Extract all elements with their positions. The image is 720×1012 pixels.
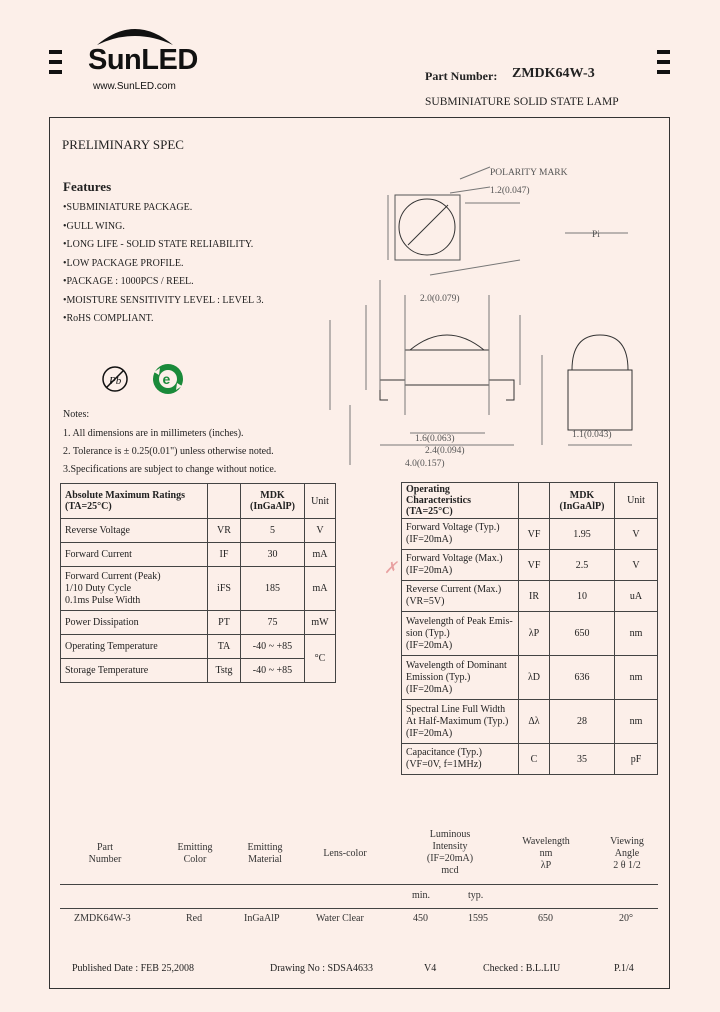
row-part: ZMDK64W-3 [74, 913, 131, 924]
param-cell: Wavelength of Peak Emis- sion (Typ.) (IF=20mA) [402, 612, 519, 656]
unit-cell: nm [615, 612, 658, 656]
pb-free-icon [100, 364, 130, 394]
value-cell: 636 [550, 656, 615, 700]
unit-cell: V [305, 519, 336, 543]
version: V4 [424, 963, 437, 974]
selection-rule [60, 884, 658, 885]
drawing-label: 1.1(0.043) [572, 430, 612, 440]
unit-cell: V [615, 550, 658, 581]
sub-header-typ: typ. [468, 890, 484, 901]
feature-item: •LOW PACKAGE PROFILE. [63, 258, 184, 269]
feature-item: •PACKAGE : 1000PCS / REEL. [63, 276, 194, 287]
svg-text:e: e [162, 371, 171, 387]
op-char-col-mdk: MDK [569, 489, 595, 501]
param-cell: Operating Temperature [61, 635, 208, 659]
param-cell: Storage Temperature [61, 659, 208, 683]
symbol-cell: TA [208, 635, 241, 659]
symbol-cell: VF [519, 519, 550, 550]
symbol-cell: VR [208, 519, 241, 543]
value-cell: 650 [550, 612, 615, 656]
col-luminous-intensity: Luminous Intensity (IF=20mA) mcd [426, 829, 474, 876]
published-date: Published Date : FEB 25,2008 [72, 963, 194, 974]
unit-cell: nm [615, 656, 658, 700]
param-cell: Power Dissipation [61, 611, 208, 635]
param-cell: Capacitance (Typ.) (VF=0V, f=1MHz) [402, 744, 519, 775]
corner-mark [657, 60, 670, 64]
op-char-col-material: (InGaAlP) [559, 500, 605, 512]
col-emitting-material: Emitting Material [247, 842, 283, 865]
unit-cell: uA [615, 581, 658, 612]
unit-cell: mA [305, 543, 336, 567]
value-cell: 28 [550, 700, 615, 744]
corner-mark [657, 70, 670, 74]
sub-header-min: min. [412, 890, 431, 901]
note-item: 2. Tolerance is ± 0.25(0.01") unless otherwise noted. [63, 446, 274, 457]
note-item: 1. All dimensions are in millimeters (inches). [63, 428, 244, 439]
abs-max-col-unit: Unit [305, 484, 336, 519]
drawing-label: POLARITY MARK [490, 168, 568, 178]
drawing-label: Pi [592, 230, 600, 240]
corner-mark [49, 70, 62, 74]
value-cell: 2.5 [550, 550, 615, 581]
symbol-cell: λP [519, 612, 550, 656]
abs-max-col-material: (InGaAlP) [250, 501, 295, 512]
value-cell: 5 [241, 519, 305, 543]
op-char-col-unit: Unit [615, 483, 658, 519]
row-typ: 1595 [468, 913, 488, 924]
symbol-cell: IF [208, 543, 241, 567]
row-color: Red [186, 913, 203, 924]
param-cell: Reverse Voltage [61, 519, 208, 543]
table-row [61, 611, 336, 635]
corner-mark [49, 50, 62, 54]
feature-item: •RoHS COMPLIANT. [63, 313, 154, 324]
drawing-label: 4.0(0.157) [405, 459, 445, 469]
op-char-title-cond: (TA=25°C) [406, 506, 453, 517]
brand-url: www.SunLED.com [93, 81, 176, 92]
unit-cell: nm [615, 700, 658, 744]
value-cell: 1.95 [550, 519, 615, 550]
symbol-cell: VF [519, 550, 550, 581]
col-part-number: Part Number [88, 842, 122, 865]
corner-mark [657, 50, 670, 54]
row-lens: Water Clear [316, 913, 364, 924]
table-row [402, 581, 658, 612]
selection-rule [60, 908, 658, 909]
row-min: 450 [413, 913, 428, 924]
drawing-number: Drawing No : SDSA4633 [270, 963, 374, 974]
absolute-max-table [60, 483, 336, 683]
spec-status: PRELIMINARY SPEC [62, 137, 184, 152]
symbol-cell: C [519, 744, 550, 775]
symbol-cell: Tstg [208, 659, 241, 683]
param-cell: Forward Voltage (Max.) (IF=20mA) [402, 550, 519, 581]
part-number-label: Part Number: [425, 69, 498, 83]
feature-item: •SUBMINIATURE PACKAGE. [63, 202, 193, 213]
feature-item: •GULL WING. [63, 221, 125, 232]
param-cell: Reverse Current (Max.) (VR=5V) [402, 581, 519, 612]
abs-max-title-cond: (TA=25°C) [65, 501, 112, 512]
drawing-label: 1.2(0.047) [490, 186, 530, 196]
table-row [61, 519, 336, 543]
feature-item: •MOISTURE SENSITIVITY LEVEL : LEVEL 3. [63, 295, 264, 306]
table-row [61, 635, 336, 659]
value-cell: -40 ~ +85 [241, 659, 305, 683]
value-cell: 185 [241, 567, 305, 611]
corner-mark [49, 60, 62, 64]
op-char-title: Operating Characteristics [406, 484, 471, 506]
part-number-value: ZMDK64W-3 [512, 66, 595, 81]
page-number: P.1/4 [614, 963, 634, 974]
table-row [402, 744, 658, 775]
drawing-label: 2.4(0.094) [425, 446, 465, 456]
symbol-cell: IR [519, 581, 550, 612]
package-drawing [310, 155, 655, 475]
unit-cell: mW [305, 611, 336, 635]
value-cell: -40 ~ +85 [241, 635, 305, 659]
value-cell: 10 [550, 581, 615, 612]
abs-max-title: Absolute Maximum Ratings [65, 490, 186, 501]
recycle-icon [151, 362, 185, 396]
row-wavelength: 650 [538, 913, 553, 924]
unit-cell: V [615, 519, 658, 550]
row-material: InGaAlP [244, 913, 280, 924]
svg-text:Pb: Pb [109, 375, 122, 387]
row-angle: 20° [619, 913, 633, 924]
checked-by: Checked : B.L.LIU [483, 963, 561, 974]
symbol-cell: Δλ [519, 700, 550, 744]
abs-max-col-mdk: MDK [260, 490, 285, 501]
feature-item: •LONG LIFE - SOLID STATE RELIABILITY. [63, 239, 254, 250]
col-viewing-angle: Viewing Angle 2 θ 1/2 [610, 836, 644, 871]
table-row [61, 659, 336, 683]
table-row [402, 656, 658, 700]
symbol-cell: PT [208, 611, 241, 635]
value-cell: 75 [241, 611, 305, 635]
unit-cell: mA [305, 567, 336, 611]
unit-cell: °C [305, 635, 336, 683]
unit-cell: pF [615, 744, 658, 775]
param-cell: Forward Current (Peak) 1/10 Duty Cycle 0.1ms Pulse Width [61, 567, 208, 611]
param-cell: Spectral Line Full Width At Half-Maximum (Typ.) (IF=20mA) [402, 700, 519, 744]
table-row [402, 550, 658, 581]
col-wavelength: Wavelength nm λP [522, 836, 570, 871]
param-cell: Wavelength of Dominant Emission (Typ.) (IF=20mA) [402, 656, 519, 700]
col-emitting-color: Emitting Color [177, 842, 213, 865]
value-cell: 35 [550, 744, 615, 775]
table-row [402, 612, 658, 656]
watermark-mark: ✗ [384, 560, 398, 577]
features-title: Features [63, 179, 112, 194]
notes-title: Notes: [63, 409, 90, 420]
symbol-cell: iFS [208, 567, 241, 611]
param-cell: Forward Voltage (Typ.) (IF=20mA) [402, 519, 519, 550]
table-row [402, 700, 658, 744]
product-subtitle: SUBMINIATURE SOLID STATE LAMP [425, 96, 619, 108]
value-cell: 30 [241, 543, 305, 567]
brand-logo: SunLED [88, 44, 198, 76]
note-item: 3.Specifications are subject to change without notice. [63, 464, 277, 475]
table-row [61, 543, 336, 567]
symbol-cell: λD [519, 656, 550, 700]
drawing-label: 1.6(0.063) [415, 434, 455, 444]
drawing-label: 2.0(0.079) [420, 294, 460, 304]
operating-characteristics-table [401, 482, 658, 775]
param-cell: Forward Current [61, 543, 208, 567]
table-row [402, 519, 658, 550]
table-row [61, 567, 336, 611]
col-lens-color: Lens-color [323, 848, 367, 859]
